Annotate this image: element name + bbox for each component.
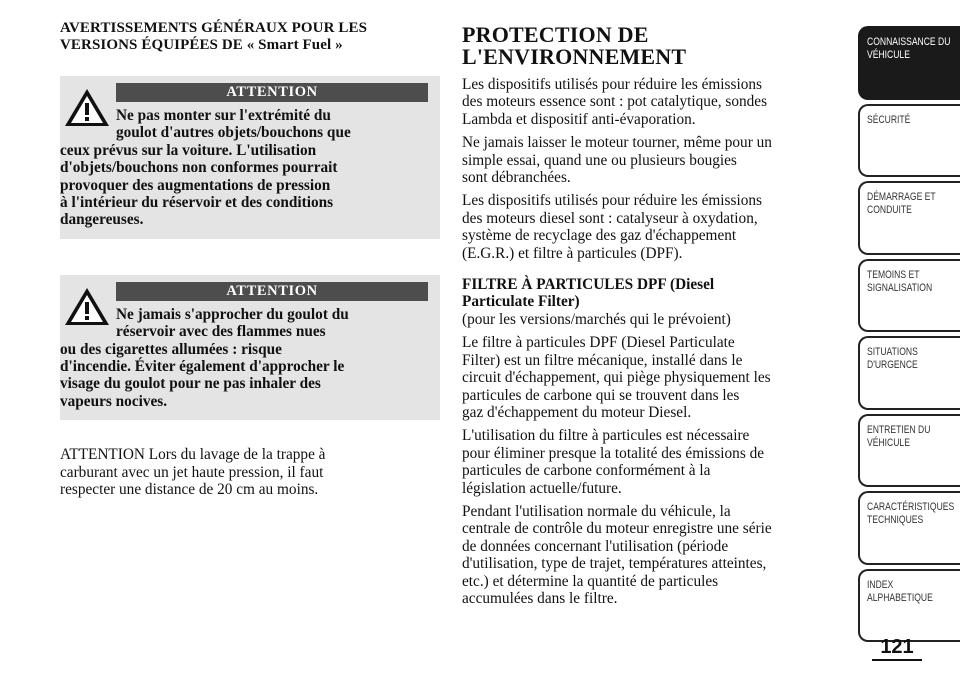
warning-box-2 (60, 275, 440, 420)
page-number-rule (872, 659, 922, 661)
tab-entretien-du-vehicule[interactable]: ENTRETIEN DU VÉHICULE (858, 414, 960, 488)
tab-temoins-et-signalisation[interactable]: TEMOINS ET SIGNALISATION (858, 259, 960, 333)
section-title-smart-fuel: AVERTISSEMENTS GÉNÉRAUX POUR LES VERSIONS ÉQUIPÉES DE « Smart Fuel » (60, 20, 368, 53)
subheading-dpf: FILTRE À PARTICULES DPF (Diesel Particulate Filter) (462, 276, 715, 311)
warning-triangle-icon (63, 86, 111, 128)
right-column (462, 24, 844, 613)
chapter-tabs (858, 26, 960, 646)
warning-box-1 (60, 76, 440, 239)
warning-header: ATTENTION (116, 83, 428, 102)
washing-note: ATTENTION Lors du lavage de la trappe à carburant avec un jet haute pression, il faut respecter une distance de 20 cm au moins. (60, 446, 326, 499)
warning-header: ATTENTION (116, 282, 428, 301)
paragraph: Le filtre à particules DPF (Diesel Particulate Filter) est un filtre mécanique, installé dans le circuit d'échappement, qui piège physiquement les particules de carbone qui se trouvent dans les gaz d'échappement du moteur Diesel. (462, 334, 771, 421)
page-number: 121 (880, 636, 914, 658)
paragraph: L'utilisation du filtre à particules est nécessaire pour éliminer presque la totalité des émissions de particules de carbone conformément à la législation actuelle/future. (462, 427, 765, 497)
paragraph: Les dispositifs utilisés pour réduire les émissions des moteurs essence sont : pot catalytique, sondes Lambda et dispositif anti-évaporation. (462, 76, 768, 128)
tab-securite[interactable]: SÉCURITÉ (858, 104, 960, 178)
tab-index-alphabetique[interactable]: INDEX ALPHABETIQUE (858, 569, 960, 643)
section-title-environment: PROTECTION DE L'ENVIRONNEMENT (462, 22, 687, 69)
tab-situations-d-urgence[interactable]: SITUATIONS D'URGENCE (858, 336, 960, 410)
warning-text: Ne pas monter sur l'extrémité du goulot d'autres objets/bouchons que ceux prévus sur la voiture. L'utilisation d'objets/bouchons non conformes pourrait provoquer des augmentations de pression à l'intérieur du réservoir et des conditions dangereuses. (60, 107, 351, 229)
paragraph: Les dispositifs utilisés pour réduire les émissions des moteurs diesel sont : catalyseur à oxydation, système de recyclage des gaz d'échappement (E.G.R.) et filtre à particules (DPF). (462, 192, 762, 262)
left-column (60, 20, 440, 499)
tab-caracteristiques-techniques[interactable]: CARACTÉRISTIQUES TECHNIQUES (858, 491, 960, 565)
paragraph: Pendant l'utilisation normale du véhicule, la centrale de contrôle du moteur enregistre une série de données concernant l'utilisation (période d'utilisation, type de trajet, températures atteintes, etc.) et détermine la quantité de particules accumulées dans le filtre. (462, 502, 772, 607)
tab-demarrage-et-conduite[interactable]: DÉMARRAGE ET CONDUITE (858, 181, 960, 255)
tab-connaissance-du-vehicule[interactable]: CONNAISSANCE DU VÉHICULE (858, 26, 960, 100)
subheading-note: (pour les versions/marchés qui le prévoient) (462, 310, 731, 328)
warning-triangle-icon (63, 285, 111, 327)
warning-text: Ne jamais s'approcher du goulot du réservoir avec des flammes nues ou des cigarettes allumées : risque d'incendie. Éviter également d'approcher le visage du goulot pour ne pas inhaler des vapeurs nocives. (60, 305, 349, 410)
paragraph: Ne jamais laisser le moteur tourner, même pour un simple essai, quand une ou plusieurs bougies sont débranchées. (462, 134, 772, 187)
